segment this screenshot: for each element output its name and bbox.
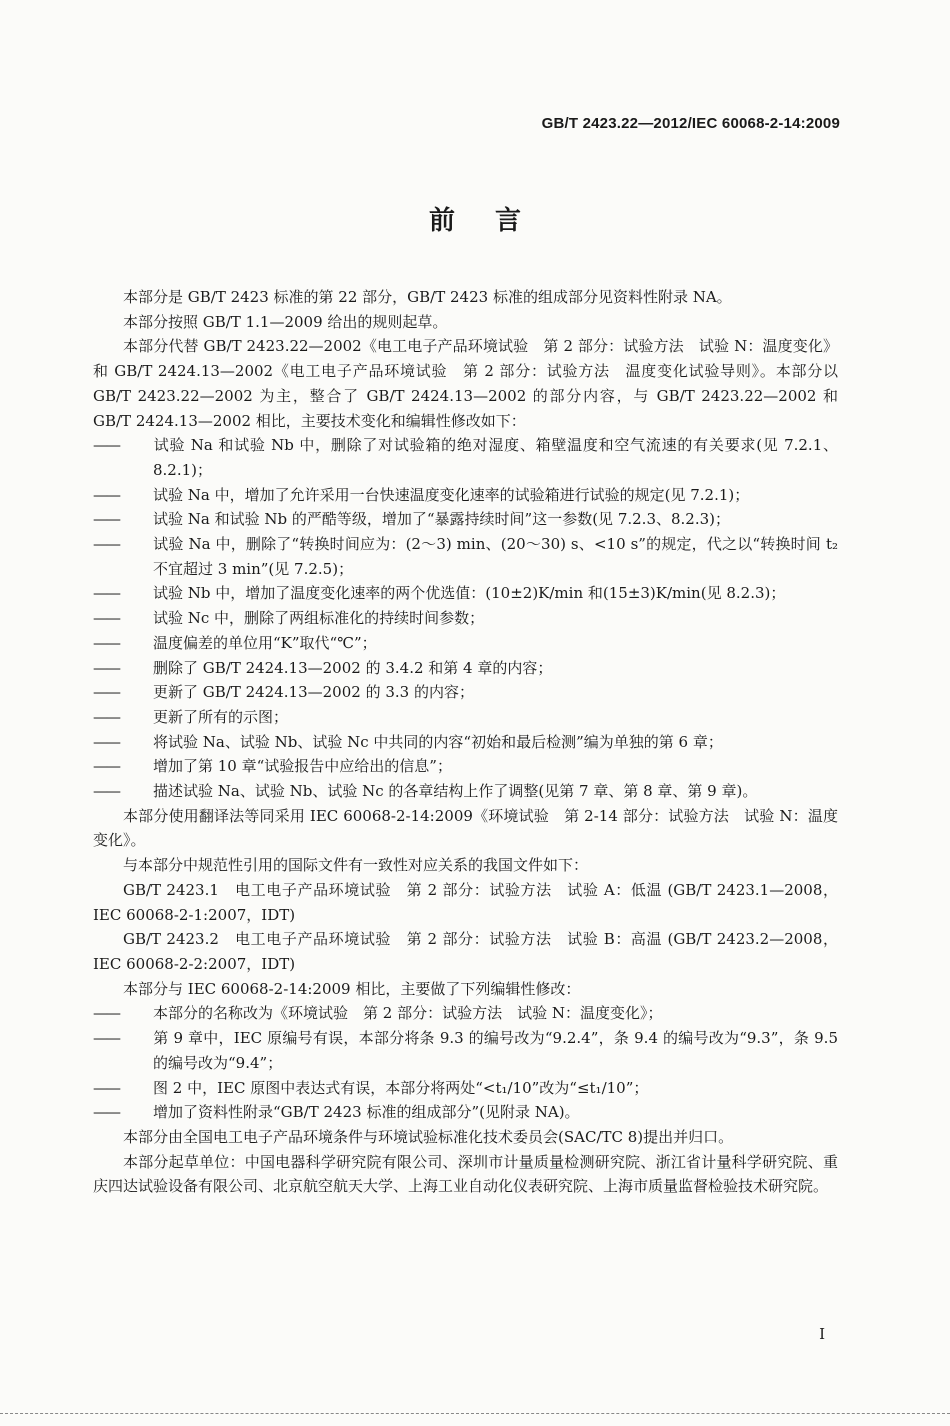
- list-item-text: 将试验 Na、试验 Nb、试验 Nc 中共同的内容“初始和最后检测”编为单独的第 6 章；: [153, 732, 723, 751]
- dash-marker: ——: [93, 1004, 119, 1023]
- list-item: [93, 532, 838, 581]
- paragraph: 本部分由全国电工电子产品环境条件与环境试验标准化技术委员会(SAC/TC 8)提出并归口。: [123, 1127, 734, 1146]
- list-item: [93, 483, 838, 508]
- dash-marker: ——: [93, 732, 119, 751]
- list-item-text: 本部分的名称改为《环境试验 第 2 部分：试验方法 试验 N：温度变化》；: [153, 1004, 663, 1023]
- dash-marker: ——: [93, 707, 119, 726]
- list-item-text: 增加了资料性附录“GB/T 2423 标准的组成部分”(见附录 NA)。: [153, 1103, 580, 1122]
- paragraph: 本部分与 IEC 60068-2-14:2009 相比，主要做了下列编辑性修改：: [123, 979, 581, 998]
- list-item: [93, 656, 838, 681]
- list-item: [93, 433, 838, 482]
- page-number: I: [819, 1325, 825, 1343]
- dash-marker: ——: [93, 609, 119, 628]
- list-item: [93, 1026, 838, 1075]
- dash-marker: ——: [93, 485, 119, 504]
- list-item-text: 图 2 中，IEC 原图中表达式有误，本部分将两处“<t₁/10”改为“≤t₁/10”；: [153, 1078, 649, 1097]
- list-item: [93, 631, 838, 656]
- standard-code-header: GB/T 2423.22—2012/IEC 60068-2-14:2009: [541, 115, 840, 132]
- dash-marker: ——: [93, 658, 119, 677]
- list-item: [93, 581, 838, 606]
- list-item: [93, 705, 838, 730]
- paragraph: 本部分使用翻译法等同采用 IEC 60068-2-14:2009《环境试验 第 2-14 部分：试验方法 试验 N：温度变化》。: [93, 806, 838, 850]
- paragraph: 本部分是 GB/T 2423 标准的第 22 部分，GB/T 2423 标准的组成部分见资料性附录 NA。: [123, 288, 732, 306]
- page-title: 前言: [428, 206, 561, 236]
- foreword-body: [93, 285, 838, 1199]
- list-item-text: 试验 Na 中，增加了允许采用一台快速温度变化速率的试验箱进行试验的规定(见 7.2.1)；: [153, 485, 750, 504]
- paragraph: GB/T 2423.2 电工电子产品环境试验 第 2 部分：试验方法 试验 B：高温 (GB/T 2423.2—2008，IEC 60068-2-2:2007，IDT): [93, 930, 838, 973]
- list-item-text: 删除了 GB/T 2424.13—2002 的 3.4.2 和第 4 章的内容；: [153, 658, 553, 677]
- bottom-divider: [0, 1413, 950, 1414]
- list-item: [93, 730, 838, 755]
- list-item-text: 温度偏差的单位用“K”取代“℃”；: [153, 633, 377, 652]
- list-item-text: 试验 Na 中，删除了“转换时间应为：(2～3) min、(20～30) s、<10 s”的规定，代之以“转换时间 t₂ 不宜超过 3 min”(见 7.2.5)；: [153, 535, 838, 578]
- list-item-text: 更新了所有的示图；: [153, 707, 289, 726]
- dash-marker: ——: [93, 584, 119, 603]
- list-item-text: 更新了 GB/T 2424.13—2002 的 3.3 的内容；: [153, 683, 474, 702]
- paragraph: 本部分按照 GB/T 1.1—2009 给出的规则起草。: [123, 312, 448, 331]
- dash-marker: ——: [93, 1029, 119, 1048]
- dash-marker: ——: [93, 683, 119, 702]
- list-item: [93, 680, 838, 705]
- list-item: [93, 507, 838, 532]
- list-item-text: 试验 Nc 中，删除了两组标准化的持续时间参数；: [153, 609, 485, 628]
- dash-marker: ——: [93, 1103, 119, 1122]
- paragraph: 本部分起草单位：中国电器科学研究院有限公司、深圳市计量质量检测研究院、浙江省计量科学研究院、重庆四达试验设备有限公司、北京航空航天大学、上海工业自动化仪表研究院、上海市质量监督检验技术研究院。: [93, 1152, 838, 1196]
- paragraph: 与本部分中规范性引用的国际文件有一致性对应关系的我国文件如下：: [123, 856, 589, 875]
- paragraph: GB/T 2423.1 电工电子产品环境试验 第 2 部分：试验方法 试验 A：低温 (GB/T 2423.1—2008，IEC 60068-2-1:2007，IDT): [93, 880, 838, 924]
- list-item-text: 试验 Na 和试验 Nb 的严酷等级，增加了“暴露持续时间”这一参数(见 7.2.3、8.2.3)；: [153, 510, 731, 529]
- list-item-text: 描述试验 Na、试验 Nb、试验 Nc 的各章结构上作了调整(见第 7 章、第 8 章、第 9 章)。: [153, 782, 758, 801]
- list-item: [93, 754, 838, 779]
- list-item-text: 试验 Na 和试验 Nb 中，删除了对试验箱的绝对湿度、箱壁温度和空气流速的有关要求(见 7.2.1、8.2.1)；: [153, 436, 838, 479]
- dash-marker: ——: [93, 1078, 119, 1097]
- list-item-text: 增加了第 10 章“试验报告中应给出的信息”；: [153, 757, 452, 776]
- dash-marker: ——: [93, 535, 119, 554]
- dash-marker: ——: [93, 757, 119, 776]
- dash-marker: ——: [93, 633, 119, 652]
- dash-marker: ——: [93, 510, 119, 529]
- list-item: [93, 1100, 838, 1125]
- paragraph: 本部分代替 GB/T 2423.22—2002《电工电子产品环境试验 第 2 部分：试验方法 试验 N：温度变化》和 GB/T 2424.13—2002《电工电子产品环境试验 第 2 部分：试验方法 温度变化试验导则》。本部分以 GB/T 2423.22—2002 为主，整合了 GB/T 2424.13—2002 的部分内容，与 GB/T 2423.22—2002 和 GB/T 2424.13—2002 相比，主要技术变化和编辑性修改如下：: [93, 337, 838, 430]
- dash-marker: ——: [93, 782, 119, 801]
- list-item: [93, 606, 838, 631]
- list-item: [93, 779, 838, 804]
- list-item: [93, 1001, 838, 1026]
- dash-marker: ——: [93, 436, 119, 455]
- list-item: [93, 1076, 838, 1101]
- list-item-text: 试验 Nb 中，增加了温度变化速率的两个优选值：(10±2)K/min 和(15±3)K/min(见 8.2.3)；: [153, 584, 786, 603]
- list-item-text: 第 9 章中，IEC 原编号有误，本部分将条 9.3 的编号改为“9.2.4”，条 9.4 的编号改为“9.3”，条 9.5 的编号改为“9.4”；: [153, 1029, 838, 1072]
